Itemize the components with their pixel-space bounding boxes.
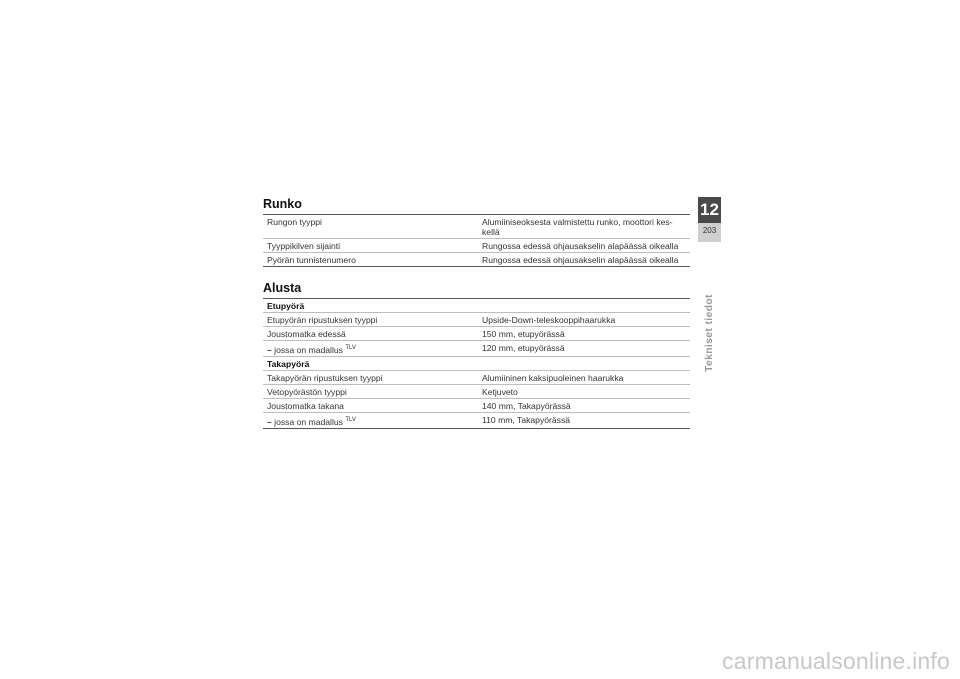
subheading-front: Etupyörä bbox=[263, 299, 690, 313]
section-title-alusta: Alusta bbox=[263, 281, 302, 295]
row-label: Rungon tyyppi bbox=[263, 215, 478, 239]
row-label: Pyörän tunnistenumero bbox=[263, 253, 478, 267]
table-row bbox=[263, 399, 690, 413]
tlv-superscript: TLV bbox=[345, 345, 356, 351]
section-title-runko: Runko bbox=[263, 197, 302, 211]
table-row bbox=[263, 371, 690, 385]
row-label bbox=[263, 341, 478, 357]
alusta-table bbox=[263, 298, 690, 429]
row-value: Alumiiniseoksesta valmistettu runko, moottori kes- kellä bbox=[478, 215, 690, 239]
table-row bbox=[263, 413, 690, 429]
table-subheading-row bbox=[263, 357, 690, 371]
row-value: 140 mm, Takapyörässä bbox=[478, 399, 690, 413]
row-label-text: jossa on madallus bbox=[271, 345, 346, 355]
table-row bbox=[263, 327, 690, 341]
row-value: Rungossa edessä ohjausakselin alapäässä oikealla bbox=[478, 253, 690, 267]
table-subheading-row bbox=[263, 299, 690, 313]
table-row bbox=[263, 215, 690, 239]
dash-bullet: – bbox=[267, 417, 272, 427]
row-value: 150 mm, etupyörässä bbox=[478, 327, 690, 341]
row-value: Alumiininen kaksipuoleinen haarukka bbox=[478, 371, 690, 385]
watermark: carmanualsonline.info bbox=[722, 648, 950, 674]
runko-table bbox=[263, 214, 690, 267]
row-value: Ketjuveto bbox=[478, 385, 690, 399]
table-row bbox=[263, 341, 690, 357]
chapter-tab bbox=[698, 197, 721, 242]
table-row bbox=[263, 313, 690, 327]
row-label: Tyyppikilven sijainti bbox=[263, 239, 478, 253]
chapter-number: 12 bbox=[698, 197, 721, 223]
page-number: 203 bbox=[698, 223, 721, 242]
row-label-text: jossa on madallus bbox=[271, 417, 346, 427]
row-value: Upside-Down-teleskooppihaarukka bbox=[478, 313, 690, 327]
row-label: Joustomatka edessä bbox=[263, 327, 478, 341]
row-label: Etupyörän ripustuksen tyyppi bbox=[263, 313, 478, 327]
dash-bullet: – bbox=[267, 345, 272, 355]
row-label bbox=[263, 413, 478, 429]
row-value: 110 mm, Takapyörässä bbox=[478, 413, 690, 429]
chapter-side-label: Tekniset tiedot bbox=[703, 294, 715, 372]
table-row bbox=[263, 385, 690, 399]
row-value: 120 mm, etupyörässä bbox=[478, 341, 690, 357]
row-label: Takapyörän ripustuksen tyyppi bbox=[263, 371, 478, 385]
table-row bbox=[263, 253, 690, 267]
tlv-superscript: TLV bbox=[345, 417, 356, 423]
table-row bbox=[263, 239, 690, 253]
row-value: Rungossa edessä ohjausakselin alapäässä oikealla bbox=[478, 239, 690, 253]
row-label: Joustomatka takana bbox=[263, 399, 478, 413]
row-label: Vetopyörästön tyyppi bbox=[263, 385, 478, 399]
subheading-rear: Takapyörä bbox=[263, 357, 690, 371]
